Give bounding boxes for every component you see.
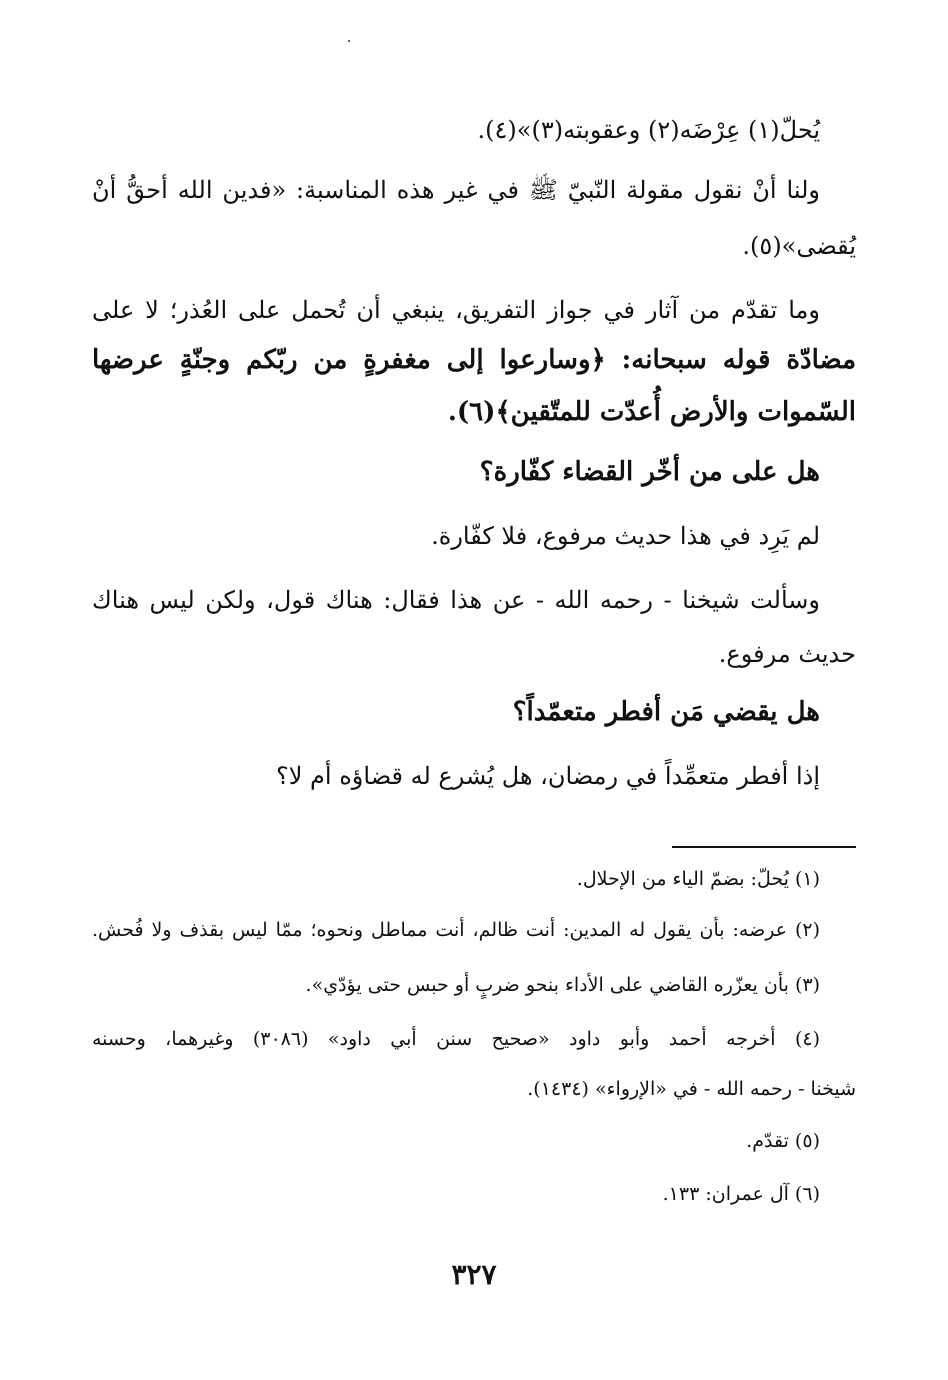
footnote-6: (٦) آل عمران: ١٣٣. (662, 1183, 820, 1205)
scan-speck (348, 40, 350, 42)
body-line-10: إذا أفطر متعمِّداً في رمضان، هل يُشرع له قضاؤه أم لا؟ (276, 762, 820, 790)
footnote-separator (672, 846, 856, 848)
body-line-9: حديث مرفوع. (718, 640, 856, 668)
footnote-5: (٥) تقدّم. (746, 1130, 820, 1152)
body-line-7: لم يَرِد في هذا حديث مرفوع، فلا كفّارة. (431, 522, 820, 550)
body-line-5-quran: مضادّة قوله سبحانه: ﴿وسارعوا إلى مغفرةٍ من ربّكم وجنّةٍ عرضها (92, 345, 856, 375)
body-line-3: يُقضى»(٥). (742, 232, 856, 260)
page-number: ٣٢٧ (451, 1258, 497, 1291)
footnote-4-continued: شيخنا - رحمه الله - في «الإرواء» (١٤٣٤). (527, 1078, 856, 1100)
footnote-1: (١) يُحلّ: بضمّ الياء من الإحلال. (576, 868, 820, 890)
footnote-4: (٤) أخرجه أحمد وأبو داود «صحيح سنن أبي داود» (٣٠٨٦) وغيرهما، وحسنه (92, 1028, 820, 1050)
body-line-2: ولنا أنْ نقول مقولة النّبيّ ﷺ في غير هذه المناسبة: «فدين الله أحقُّ أنْ (92, 176, 820, 204)
body-line-8: وسألت شيخنا - رحمه الله - عن هذا فقال: هناك قول، ولكن ليس هناك (92, 586, 820, 614)
section-heading-1: هل على من أخّر القضاء كفّارة؟ (479, 457, 820, 487)
body-line-1: يُحلّ(١) عِرْضَه(٢) وعقوبته(٣)»(٤). (477, 116, 820, 144)
body-line-6-quran: السّموات والأرض أُعدّت للمتّقين﴾(٦). (447, 397, 856, 427)
section-heading-2: هل يقضي مَن أفطر متعمّداً؟ (512, 697, 820, 727)
footnote-2: (٢) عرضه: بأن يقول له المدين: أنت ظالم، أنت مماطل ونحوه؛ ممّا ليس بقذف ولا فُحش. (92, 919, 820, 941)
footnote-3: (٣) بأن يعزّره القاضي على الأداء بنحو ضربٍ أو حبس حتى يؤدّي». (305, 974, 820, 996)
body-line-4: وما تقدّم من آثار في جواز التفريق، ينبغي أن تُحمل على العُذر؛ لا على (92, 296, 820, 324)
